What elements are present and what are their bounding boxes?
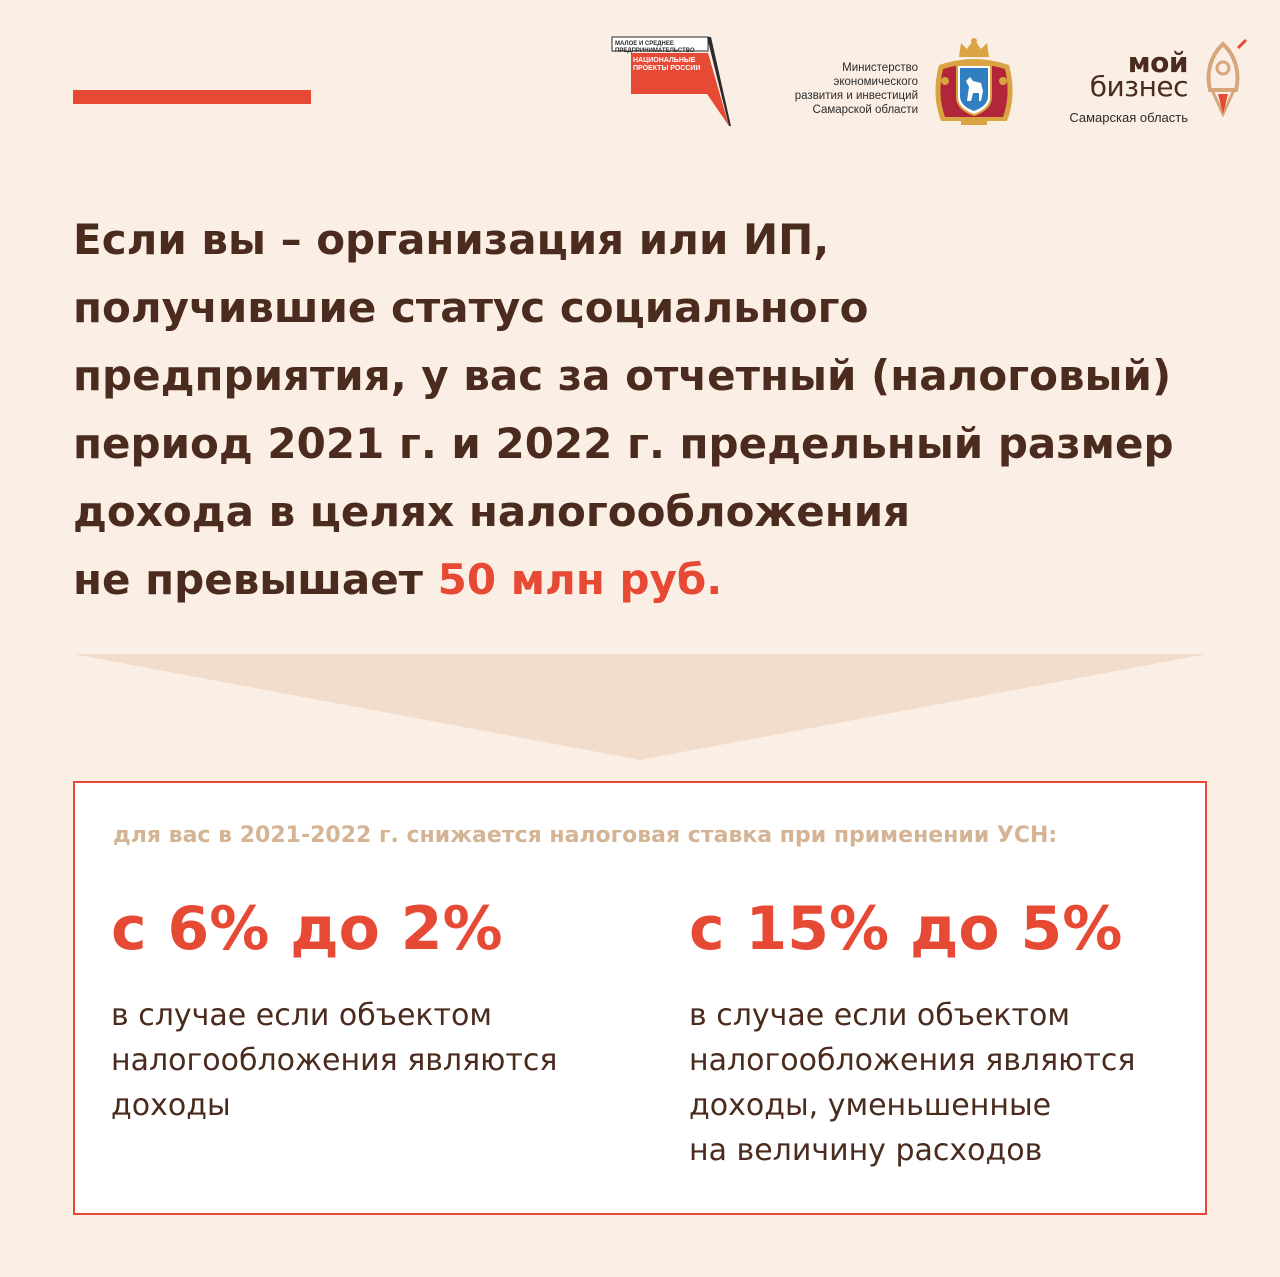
rocket-icon	[1196, 34, 1250, 126]
description-line: доходы, уменьшенные	[689, 1088, 1052, 1123]
ministry-line: Министерство	[842, 62, 918, 74]
moi-biznes-word1: мой	[1127, 46, 1188, 79]
headline-line: получившие статус социального	[73, 283, 869, 332]
moi-biznes-region: Самарская область	[1069, 110, 1188, 125]
moi-biznes-word2: бизнес	[1089, 70, 1188, 103]
coat-of-arms-icon	[931, 35, 1017, 129]
description-line: доходы	[111, 1088, 231, 1123]
description-line: в случае если объектом	[111, 998, 492, 1033]
rate-income-minus-expenses: с 15% до 5%	[689, 894, 1123, 964]
rate-income: с 6% до 2%	[111, 894, 503, 964]
rate-income-description	[111, 993, 557, 1128]
headline-last-prefix: не превышает	[73, 555, 438, 604]
national-projects-main-text: НАЦИОНАЛЬНЫЕ ПРОЕКТЫ РОССИИ	[633, 57, 701, 72]
rate-income-minus-expenses-description	[689, 993, 1135, 1173]
headline-line: Если вы – организация или ИП,	[73, 215, 830, 264]
moi-biznes-logo	[1052, 46, 1252, 136]
ministry-line: Самарской области	[812, 104, 918, 116]
headline-line: предприятия, у вас за отчетный (налоговый)	[73, 351, 1172, 400]
headline-line: период 2021 г. и 2022 г. предельный размер	[73, 419, 1174, 468]
description-line: налогообложения являются	[689, 1043, 1136, 1078]
ministry-line: развития и инвестиций	[794, 90, 918, 102]
down-arrow-shape	[73, 654, 1207, 760]
description-line: на величину расходов	[689, 1133, 1043, 1168]
tax-rates-caption: для вас в 2021-2022 г. снижается налоговая ставка при применении УСН:	[113, 823, 1058, 848]
income-limit-value: 50 млн руб.	[437, 555, 723, 604]
description-line: налогообложения являются	[111, 1043, 558, 1078]
national-projects-logo	[611, 34, 733, 128]
headline	[73, 206, 1233, 614]
headline-last-line	[73, 546, 1233, 614]
ministry-name	[760, 61, 918, 117]
national-projects-small-text: МАЛОЕ И СРЕДНЕЕ ПРЕДПРИНИМАТЕЛЬСТВО	[615, 41, 695, 54]
ministry-line: экономического	[833, 76, 918, 88]
headline-line: дохода в целях налогообложения	[73, 487, 911, 536]
top-accent-bar	[73, 90, 311, 104]
description-line: в случае если объектом	[689, 998, 1070, 1033]
tax-rates-box	[73, 781, 1207, 1215]
